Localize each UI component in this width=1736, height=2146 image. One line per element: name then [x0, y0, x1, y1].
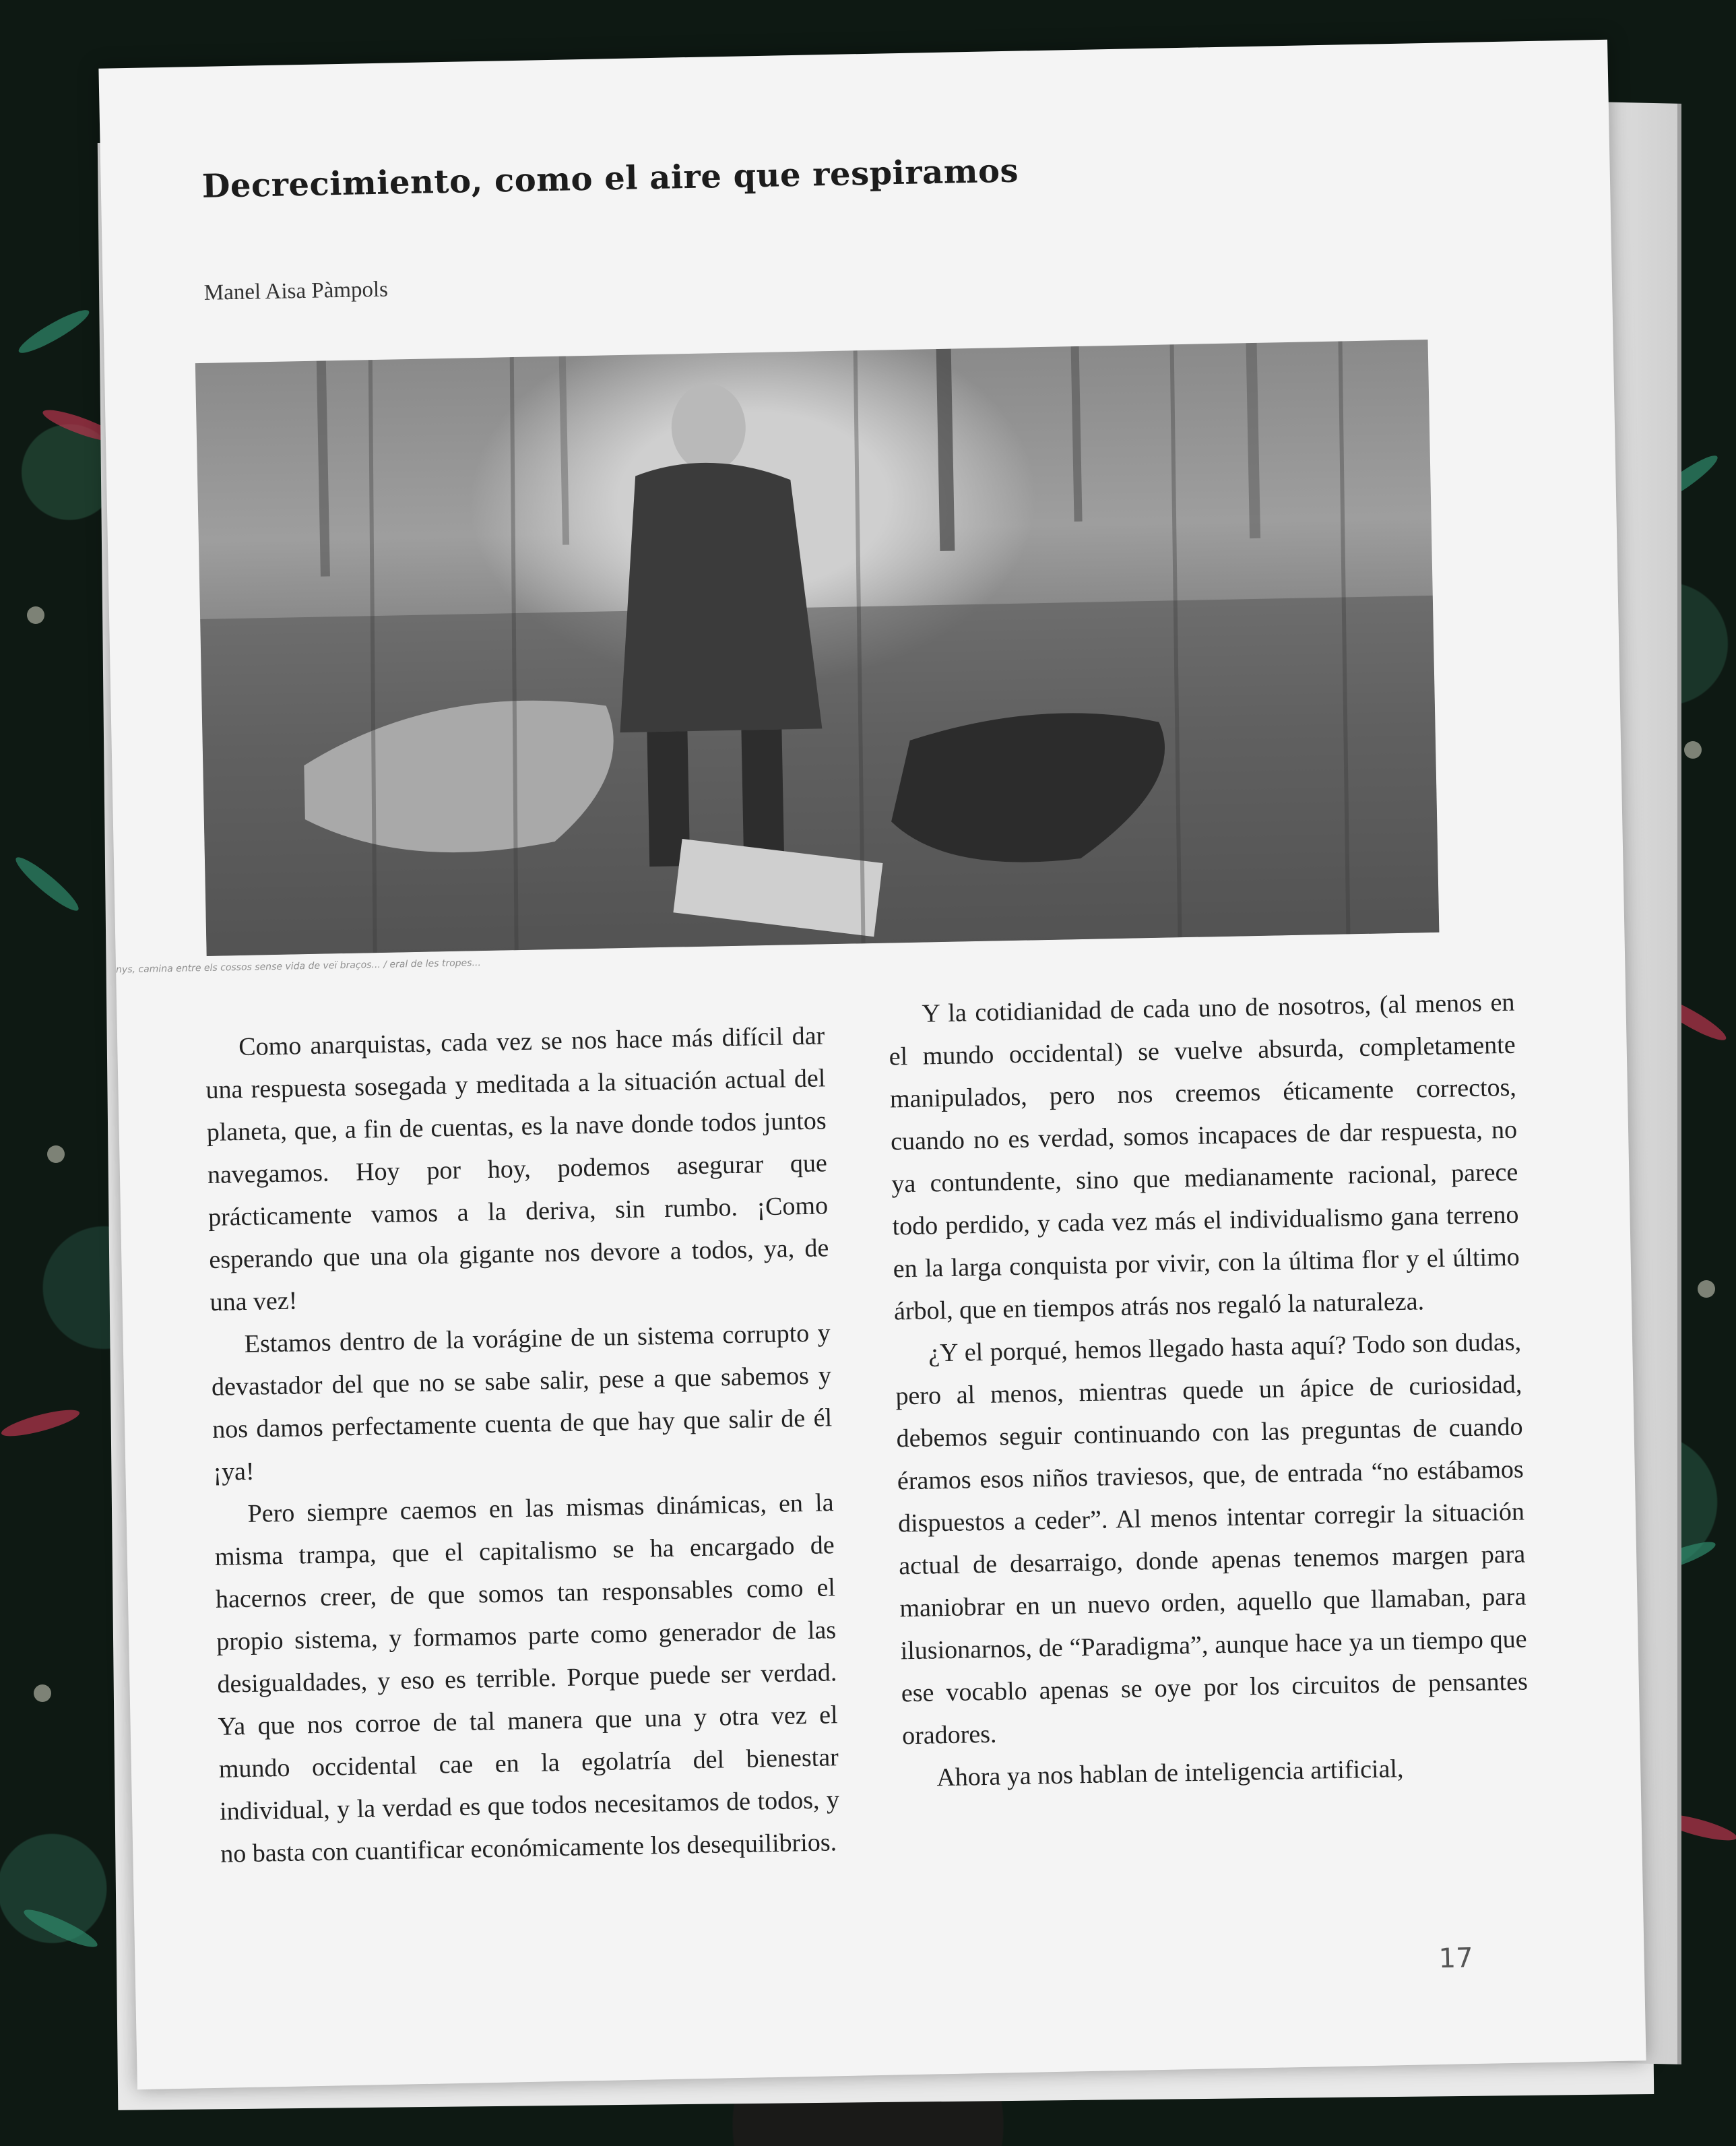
photo-caption: nys, camina entre els cossos sense vida de veï braços... / eral de les tropes... [115, 957, 482, 976]
right-text-column [888, 982, 1530, 1800]
article-photograph [195, 340, 1440, 956]
fabric-flower [1684, 741, 1702, 759]
fabric-leaf [15, 305, 93, 359]
article-title: Decrecimiento, como el aire que respiramos [201, 152, 1019, 206]
paragraph: Como anarquistas, cada vez se nos hace más difícil dar una respuesta sosegada y meditada a la situación actual del planeta, que, a fin de cuentas, es la nave donde todos juntos navegamos. Hoy por hoy, podemos asegurar que prácticamente vamos a la deriva, sin rumbo. ¡Como esperando que una ola gigante nos devore a todos, ya, de una vez! [205, 1021, 829, 1317]
paragraph: ¿Y el porqué, hemos llegado hasta aquí? Todo son dudas, pero al menos, mientras quede un ápice de curiosidad, debemos seguir continuando con las preguntas de cuando éramos esos niños traviesos, que, de entrada “no estábamos dispuestos a ceder”. Al menos intentar corregir la situación actual de desarraigo, donde apenas tenemos margen para maniobrar en un nuevo orden, aquello que llamaban, para ilusionarnos, de “Paradigma”, aunque hace ya un tiempo que ese vocablo apenas se oye por los circuitos de pensantes oradores. [895, 1327, 1529, 1750]
article-author: Manel Aisa Pàmpols [203, 277, 389, 305]
fabric-leaf [0, 1405, 82, 1441]
paragraph: Estamos dentro de la vorágine de un sistema corrupto y devastador del que no se sabe salir, pese a que sabemos y nos damos perfectamente cuenta de que hay que salir de él ¡ya! [211, 1319, 833, 1486]
magazine-page [98, 40, 1646, 2089]
paragraph: Y la cotidianidad de cada uno de nosotros, (al menos en el mundo occidental) se vuelve absurda, completamente manipulados, pero nos creemos éticamente correctos, cuando no es verdad, somos incapaces de dar respuesta, no ya contundente, sino que medianamente racional, parece todo perdido, y cada vez más el individualismo gana terreno en la larga conquista por vivir, con la última flor y el último árbol, que en tiempos atrás nos regaló la naturaleza. [889, 988, 1520, 1326]
paragraph: Pero siempre caemos en las mismas dinámicas, en la misma trampa, que el capitalismo se ha encargado de hacernos creer, de que somos tan responsables como el propio sistema, y formamos parte como generador de las desigualdades, y eso es terrible. Porque puede ser verdad. Ya que nos corroe de tal manera que una y otra vez el mundo occidental cae en la egolatría del bienestar individual, y la verdad es que todos necesitamos de todos, y no basta con cuantificar económicamente los desequilibrios. [214, 1488, 840, 1868]
left-text-column [205, 1015, 841, 1875]
paragraph: Ahora ya nos hablan de inteligencia artificial, [936, 1755, 1404, 1792]
fabric-leaf [11, 852, 83, 916]
page-number: 17 [1438, 1943, 1473, 1975]
fabric-flower [1698, 1280, 1715, 1298]
fabric-flower [47, 1145, 65, 1163]
fabric-flower [27, 606, 44, 624]
fabric-flower [34, 1684, 51, 1702]
photo-illustration [195, 340, 1440, 956]
fabric-leaf [21, 1904, 101, 1953]
